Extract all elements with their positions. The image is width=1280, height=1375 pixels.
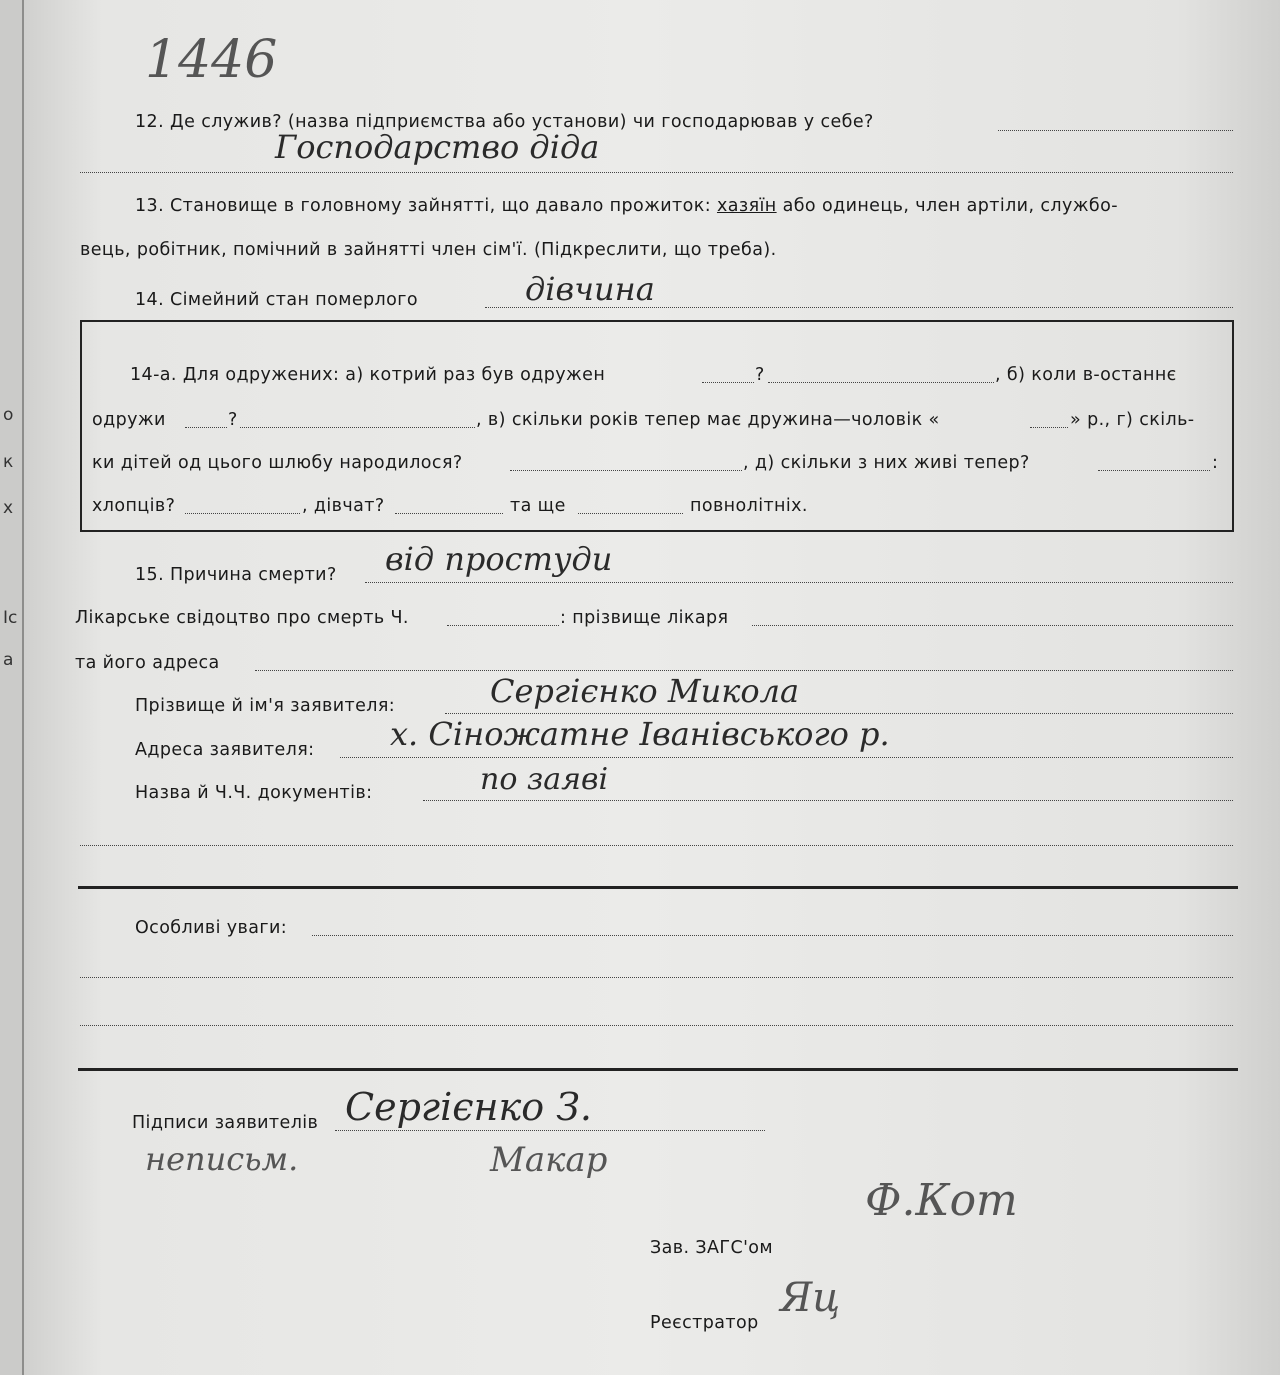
notes-label: Особливі уваги:: [135, 918, 288, 938]
q13-line1: [135, 196, 1118, 216]
section-rule: [78, 1068, 1238, 1071]
margin-letter: Іс: [3, 608, 18, 628]
q12-dotted-line: [998, 130, 1233, 131]
q14a-line3-c: :: [1212, 453, 1219, 473]
applicant-signature-2: неписьм.: [145, 1140, 299, 1178]
q14a-dots: [768, 382, 994, 383]
q14a-line4-a: хлопців?: [92, 496, 176, 516]
q14a-dots: [240, 427, 475, 428]
handwritten-page-number: 1446: [145, 30, 278, 90]
q14a-line3-b: , д) скільки з них живі тепер?: [743, 453, 1030, 473]
applicant-signature-3: Макар: [490, 1140, 608, 1180]
q14a-dots: [510, 470, 742, 471]
documents-label: Назва й Ч.Ч. документів:: [135, 783, 373, 803]
q14a-line4-c: та ще: [510, 496, 566, 516]
q13-suffix: або одинець, член артіли, службо-: [782, 196, 1118, 216]
q14a-line2-b: ?: [228, 410, 238, 430]
margin-letter: а: [3, 650, 14, 670]
doctor-address-dots: [255, 670, 1233, 671]
documents-dots: [423, 800, 1233, 801]
notes-dots: [80, 977, 1233, 978]
documents-value: по заяві: [480, 762, 609, 797]
margin-letter: к: [3, 452, 14, 472]
applicant-name-label: Прізвище й ім'я заявителя:: [135, 696, 396, 716]
q14a-line2-d: » р., г) скіль-: [1070, 410, 1195, 430]
margin-letter: х: [3, 498, 14, 518]
applicant-name-value: Сергієнко Микола: [490, 672, 800, 710]
applicant-address-value: х. Сіножатне Іванівського р.: [390, 715, 890, 753]
registrar-signature: Яц: [780, 1275, 841, 1321]
doctor-address-label: та його адреса: [75, 653, 220, 673]
q14a-dots: [185, 513, 300, 514]
applicant-signature-1: Сергієнко З.: [345, 1085, 592, 1129]
q14a-line4-b: , дівчат?: [302, 496, 385, 516]
notes-dots: [80, 1025, 1233, 1026]
q14a-line2-c: , в) скільки років тепер має дружина—чоловік «: [476, 410, 940, 430]
q14-answer: дівчина: [525, 270, 655, 308]
q14a-dots: [1030, 427, 1068, 428]
doctor-name-dots: [752, 625, 1233, 626]
zags-head-label: Зав. ЗАГС'ом: [650, 1238, 773, 1258]
notes-dots: [312, 935, 1233, 936]
margin-letter: о: [3, 405, 14, 425]
adjacent-page-edge: [0, 0, 24, 1375]
q15-answer: від простуди: [385, 540, 613, 578]
q12-answer: Господарство діда: [275, 128, 600, 166]
zags-head-signature: Ф.Кот: [865, 1175, 1018, 1226]
q14a-line3-a: ки дітей од цього шлюбу народилося?: [92, 453, 463, 473]
q14a-line1-a: 14-а. Для одружених: а) котрий раз був одружен: [130, 365, 606, 385]
signatures-label: Підписи заявителів: [132, 1113, 319, 1133]
q14a-line2-a: одружи: [92, 410, 166, 430]
q14a-line1-b: ?: [755, 365, 765, 385]
registrar-label: Реєстратор: [650, 1313, 759, 1333]
medical-cert-dots: [447, 625, 559, 626]
q14a-dots: [395, 513, 503, 514]
q12-label: 12. Де служив? (назва підприємства або установи) чи господарював у себе?: [135, 112, 874, 132]
q13-line2: вець, робітник, помічний в зайнятті член сім'ї. (Підкреслити, що треба).: [80, 240, 777, 260]
q13-underlined-choice: хазяїн: [716, 196, 777, 216]
signatures-dots: [335, 1130, 765, 1131]
q14a-line1-c: , б) коли в-останнє: [995, 365, 1177, 385]
q14a-dots: [185, 427, 227, 428]
applicant-address-dots: [340, 757, 1233, 758]
q13-prefix: 13. Становище в головному зайнятті, що давало прожиток:: [135, 196, 712, 216]
section-rule: [78, 886, 1238, 889]
blank-dotted-line: [80, 845, 1233, 846]
q14a-dots: [702, 382, 754, 383]
applicant-name-dots: [445, 713, 1233, 714]
q15-label: 15. Причина смерти?: [135, 565, 337, 585]
q14a-dots: [1098, 470, 1210, 471]
q15-dotted-line: [365, 582, 1233, 583]
q14a-dots: [578, 513, 683, 514]
q14a-line4-d: повнолітніх.: [690, 496, 808, 516]
q14-label: 14. Сімейний стан померлого: [135, 290, 418, 310]
medical-cert-label: Лікарське свідоцтво про смерть Ч.: [75, 608, 409, 628]
applicant-address-label: Адреса заявителя:: [135, 740, 315, 760]
q12-answer-line: [80, 172, 1233, 173]
doctor-name-label: : прізвище лікаря: [560, 608, 729, 628]
